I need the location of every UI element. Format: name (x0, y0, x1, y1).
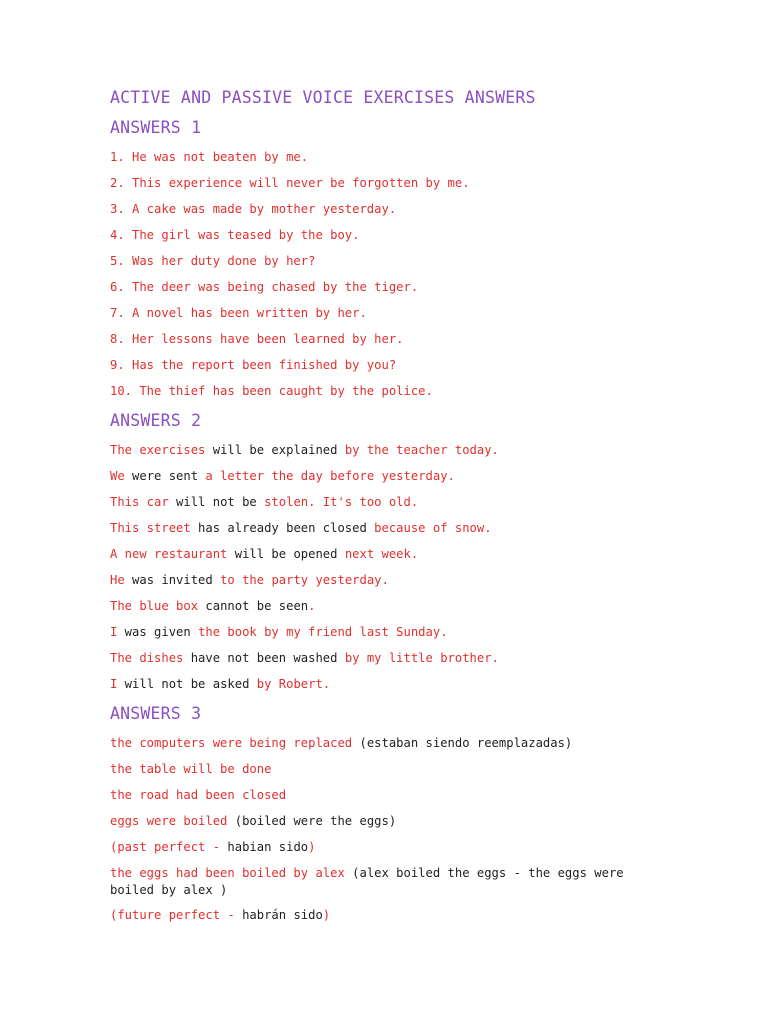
answer-highlight: 7. A novel has been written by her. (110, 306, 367, 320)
answer-highlight: ) (308, 840, 316, 854)
answer-line (110, 489, 670, 515)
answer-highlight: He (110, 573, 125, 587)
answer-highlight: the table will be done (110, 762, 272, 776)
answer-text: has already been closed (190, 521, 375, 535)
answer-highlight: The exercises (110, 443, 206, 457)
answer-line (110, 808, 670, 834)
answer-line (110, 222, 670, 248)
answer-text: have not been washed (183, 651, 345, 665)
answer-text: cannot be seen (198, 599, 309, 613)
answer-text: were sent (124, 469, 206, 483)
answer-highlight: by my little brother. (344, 651, 499, 665)
answer-highlight: because of snow. (374, 521, 492, 535)
answer-highlight: ) (322, 908, 331, 922)
answer-highlight: 3. A cake was made by mother yesterday. (110, 202, 397, 216)
document-title: ACTIVE AND PASSIVE VOICE EXERCISES ANSWERS (110, 88, 536, 107)
answer-highlight: 6. The deer was being chased by the tiger. (110, 280, 419, 294)
answer-highlight: by the teacher today. (344, 443, 499, 457)
answer-line (110, 144, 670, 170)
answer-highlight: 8. Her lessons have been learned by her. (110, 332, 404, 346)
answer-text: was invited (124, 573, 221, 587)
answer-line (110, 515, 670, 541)
answer-highlight: the road had been closed (110, 788, 287, 802)
answers-section-3 (110, 697, 670, 928)
answer-line (110, 300, 670, 326)
section-heading: ANSWERS 2 (110, 411, 202, 430)
answer-highlight: 4. The girl was teased by the boy. (110, 228, 360, 242)
answer-highlight: The blue box (110, 599, 199, 613)
answer-line (110, 326, 670, 352)
answer-line (110, 730, 670, 756)
answer-text: will be explained (205, 443, 345, 457)
answer-highlight: by Robert. (256, 677, 331, 691)
document-page (110, 84, 670, 928)
answer-line (110, 196, 670, 222)
answer-line (110, 567, 670, 593)
answer-text: habian sido (227, 840, 309, 854)
answer-highlight: (future perfect - (110, 908, 243, 922)
answer-highlight: 1. He was not beaten by me. (110, 150, 309, 164)
answer-line (110, 756, 670, 782)
answer-text: (boiled were the eggs) (227, 814, 397, 828)
answers-section-2 (110, 404, 670, 697)
answer-highlight: a letter the day before yesterday. (205, 469, 455, 483)
answer-highlight: eggs were boiled (110, 814, 228, 828)
answer-line (110, 170, 670, 196)
answer-highlight: the computers were being replaced (110, 736, 353, 750)
answer-highlight: . (308, 599, 316, 613)
answer-line (110, 860, 670, 902)
section-heading: ANSWERS 3 (110, 704, 202, 723)
answer-line (110, 274, 670, 300)
answer-line (110, 352, 670, 378)
answer-line (110, 437, 670, 463)
answer-line (110, 378, 670, 404)
answer-highlight: We (110, 469, 125, 483)
answer-highlight: A new restaurant (110, 547, 228, 561)
answer-line (110, 782, 670, 808)
answer-highlight: next week. (344, 547, 419, 561)
answer-highlight: This street (110, 521, 191, 535)
answer-line (110, 671, 670, 697)
answers-sections (110, 111, 670, 928)
answer-line (110, 248, 670, 274)
answer-highlight: I (110, 625, 118, 639)
answer-highlight: 2. This experience will never be forgotten by me. (110, 176, 470, 190)
answer-highlight: I (110, 677, 118, 691)
answer-text: habrán sido (242, 908, 323, 922)
answer-highlight: 9. Has the report been finished by you? (110, 358, 397, 372)
answer-line (110, 834, 670, 860)
answer-line (110, 463, 670, 489)
answer-highlight: (past perfect - (110, 840, 228, 854)
answer-line (110, 645, 670, 671)
answers-section-1 (110, 111, 670, 404)
answer-highlight: 5. Was her duty done by her? (110, 254, 316, 268)
answer-text: will not be (168, 495, 265, 509)
answer-text: was given (117, 625, 199, 639)
answer-highlight: This car (110, 495, 169, 509)
answer-highlight: stolen. It's too old. (264, 495, 419, 509)
section-heading: ANSWERS 1 (110, 118, 202, 137)
answer-line (110, 902, 670, 928)
answer-highlight: 10. The thief has been caught by the police. (110, 384, 433, 398)
answer-line (110, 593, 670, 619)
answer-text: will not be asked (117, 677, 257, 691)
answer-text: (alex boiled the eggs - the eggs were boiled by alex ) (110, 866, 624, 897)
answer-highlight: to the party yesterday. (220, 573, 389, 587)
answer-text: (estaban siendo reemplazadas) (352, 736, 573, 750)
answer-highlight: the eggs had been boiled by alex (110, 866, 345, 880)
answer-line (110, 541, 670, 567)
answer-text: will be opened (227, 547, 345, 561)
answer-highlight: The dishes (110, 651, 184, 665)
answer-highlight: the book by my friend last Sunday. (198, 625, 448, 639)
answer-line (110, 619, 670, 645)
